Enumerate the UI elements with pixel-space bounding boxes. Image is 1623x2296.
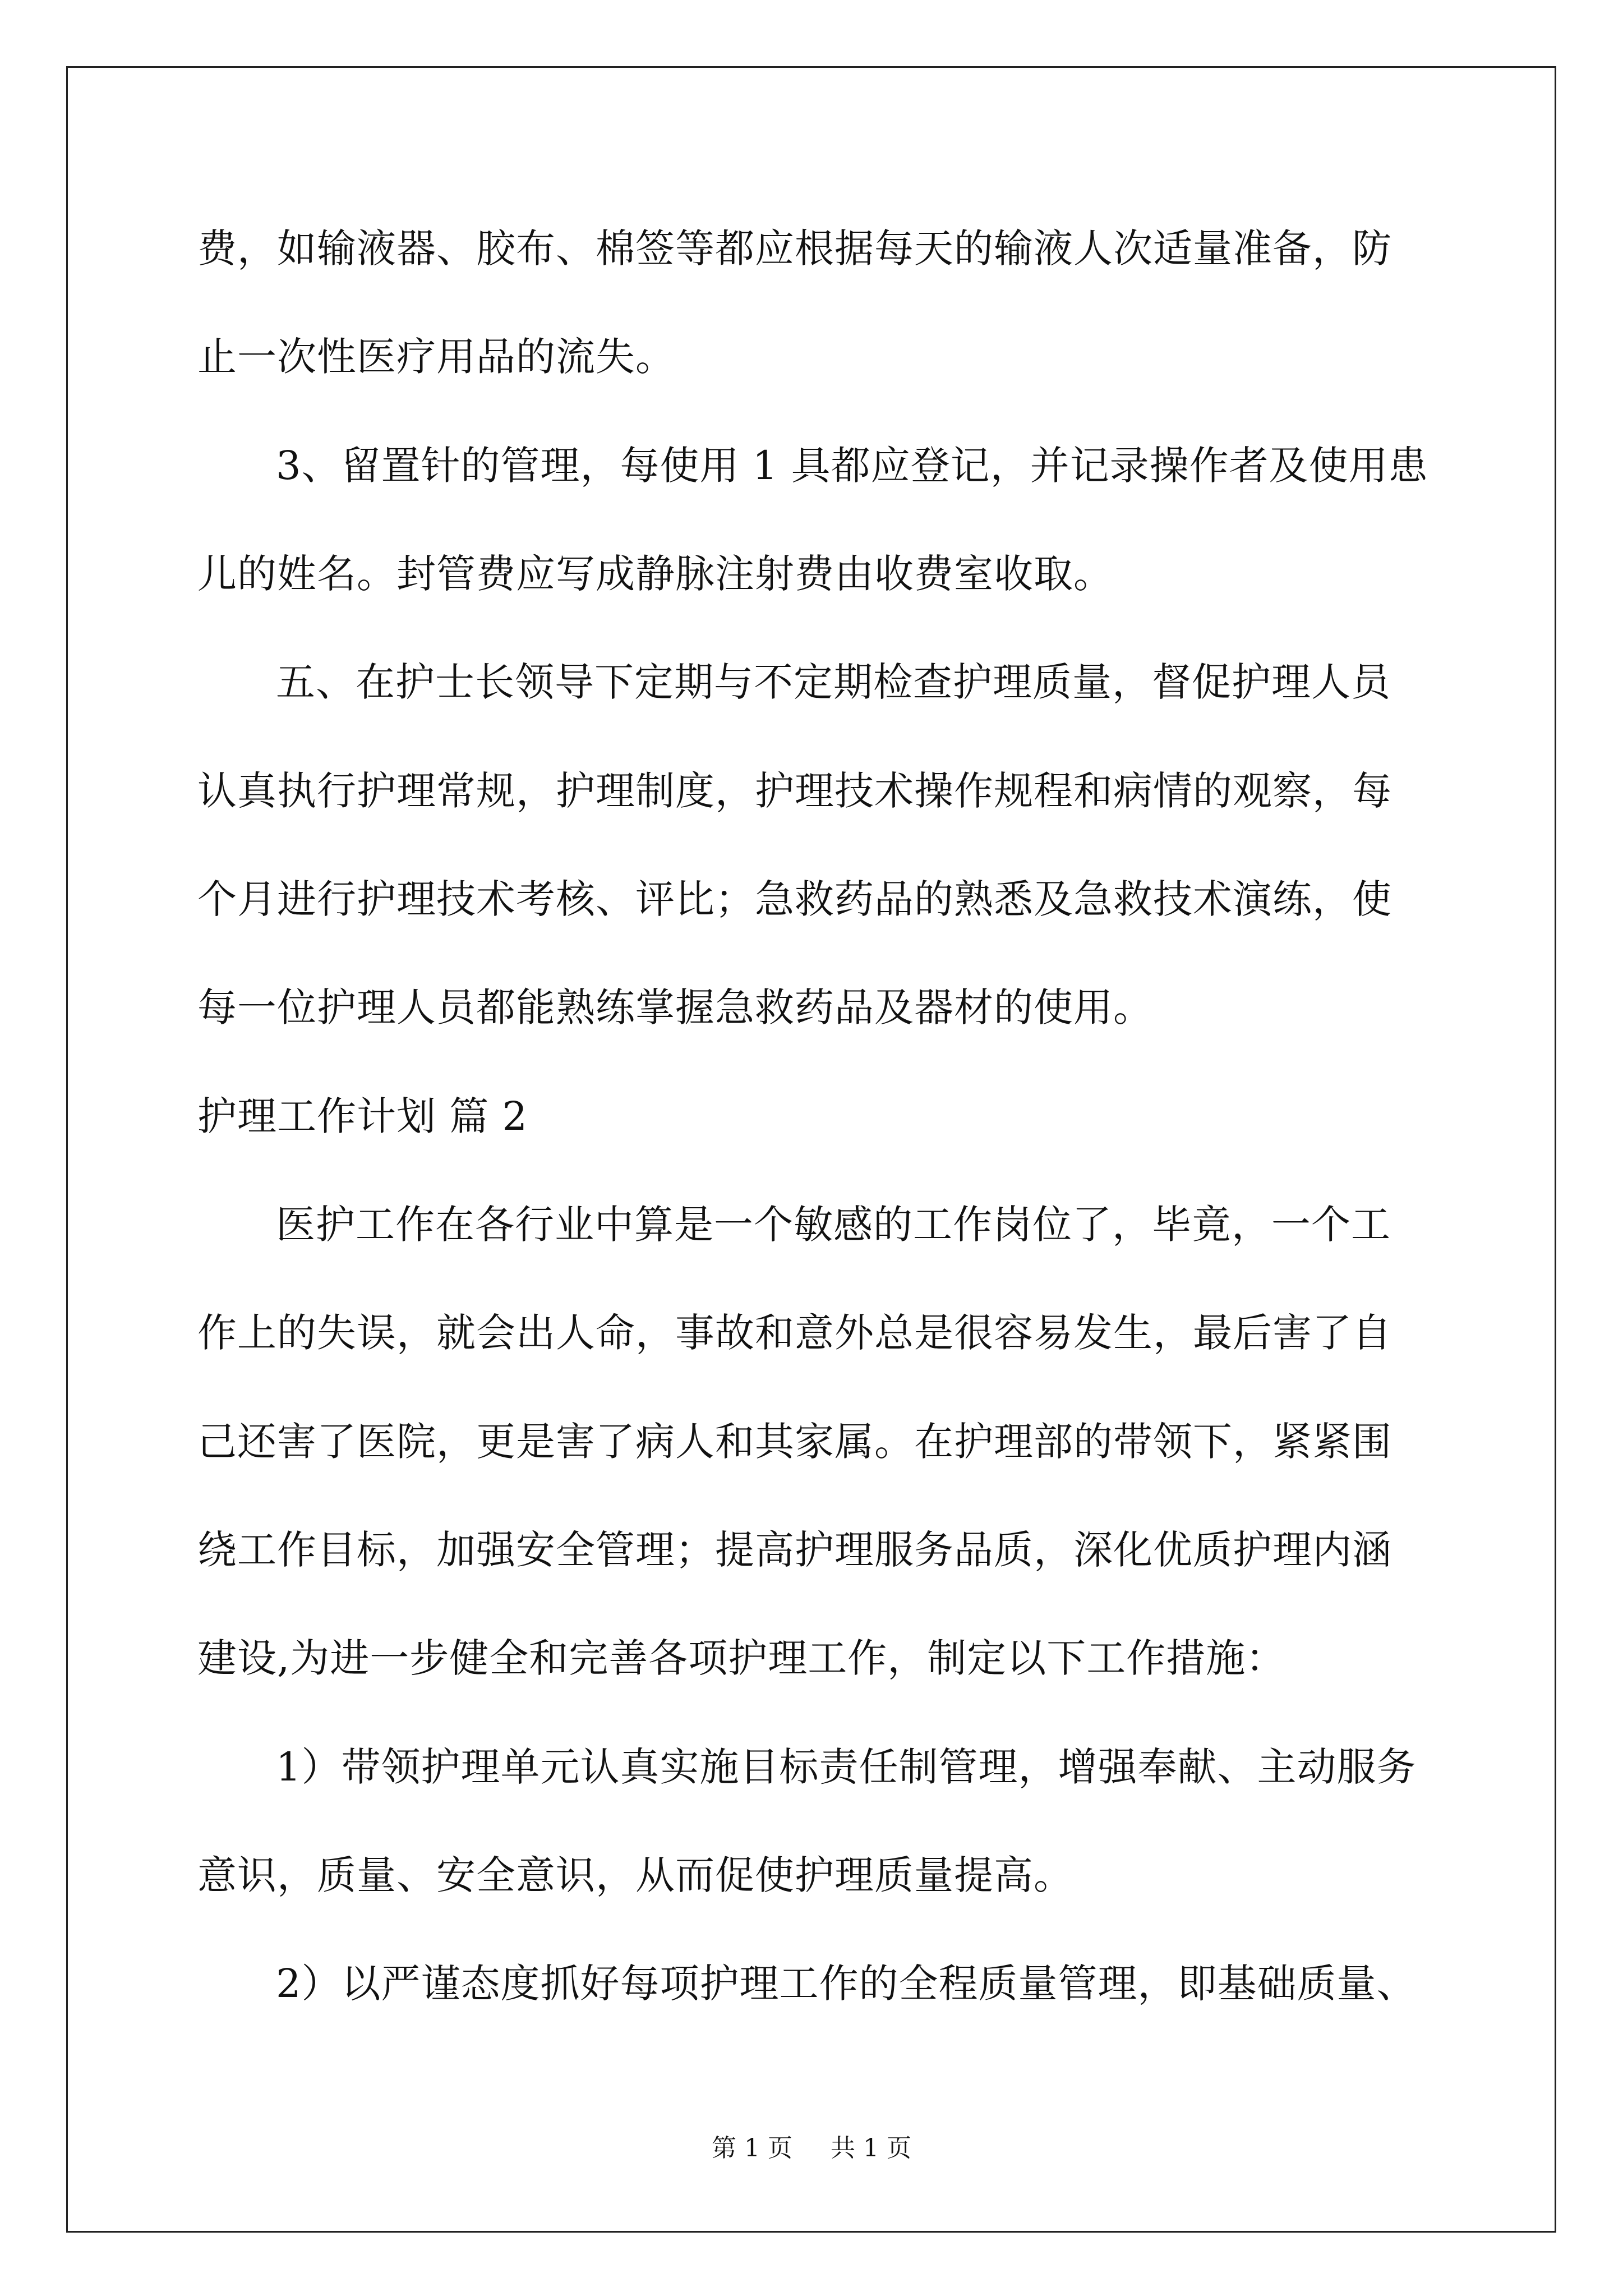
body-line: 作上的失误，就会出人命，事故和意外总是很容易发生，最后害了自 bbox=[197, 1310, 1392, 1356]
page-footer bbox=[0, 2132, 1623, 2165]
body-line: 个月进行护理技术考核、评比；急救药品的熟悉及急救技术演练，使 bbox=[197, 876, 1392, 922]
paragraph-line: 1）带领护理单元认真实施目标责任制管理，增强奉献、主动服务 bbox=[276, 1744, 1417, 1790]
body-line: 建设,为进一步健全和完善各项护理工作，制定以下工作措施： bbox=[197, 1635, 1286, 1681]
paragraph-line: 3、留置针的管理，每使用 1 具都应登记，并记录操作者及使用患 bbox=[276, 443, 1428, 489]
paragraph-line: 2）以严谨态度抓好每项护理工作的全程质量管理，即基础质量、 bbox=[276, 1961, 1417, 2007]
page-frame bbox=[66, 66, 1556, 2233]
paragraph-line: 医护工作在各行业中算是一个敏感的工作岗位了，毕竟，一个工 bbox=[276, 1202, 1391, 1248]
paragraph-line: 五、在护士长领导下定期与不定期检查护理质量，督促护理人员 bbox=[276, 659, 1391, 705]
body-line: 儿的姓名。封管费应写成静脉注射费由收费室收取。 bbox=[197, 551, 1113, 597]
body-line: 费，如输液器、胶布、棉签等都应根据每天的输液人次适量准备，防 bbox=[197, 226, 1392, 272]
body-line: 每一位护理人员都能熟练掌握急救药品及器材的使用。 bbox=[197, 984, 1153, 1030]
body-line: 己还害了医院，更是害了病人和其家属。在护理部的带领下，紧紧围 bbox=[197, 1419, 1392, 1465]
page-number: 第 1 页 bbox=[712, 2134, 792, 2162]
section-heading: 护理工作计划 篇 2 bbox=[197, 1093, 528, 1139]
body-line: 认真执行护理常规，护理制度，护理技术操作规程和病情的观察，每 bbox=[197, 768, 1392, 814]
page-total: 共 1 页 bbox=[831, 2134, 911, 2162]
body-line: 止一次性医疗用品的流失。 bbox=[197, 334, 675, 380]
body-line: 意识，质量、安全意识，从而促使护理质量提高。 bbox=[197, 1852, 1073, 1898]
body-line: 绕工作目标，加强安全管理；提高护理服务品质，深化优质护理内涵 bbox=[197, 1527, 1392, 1573]
